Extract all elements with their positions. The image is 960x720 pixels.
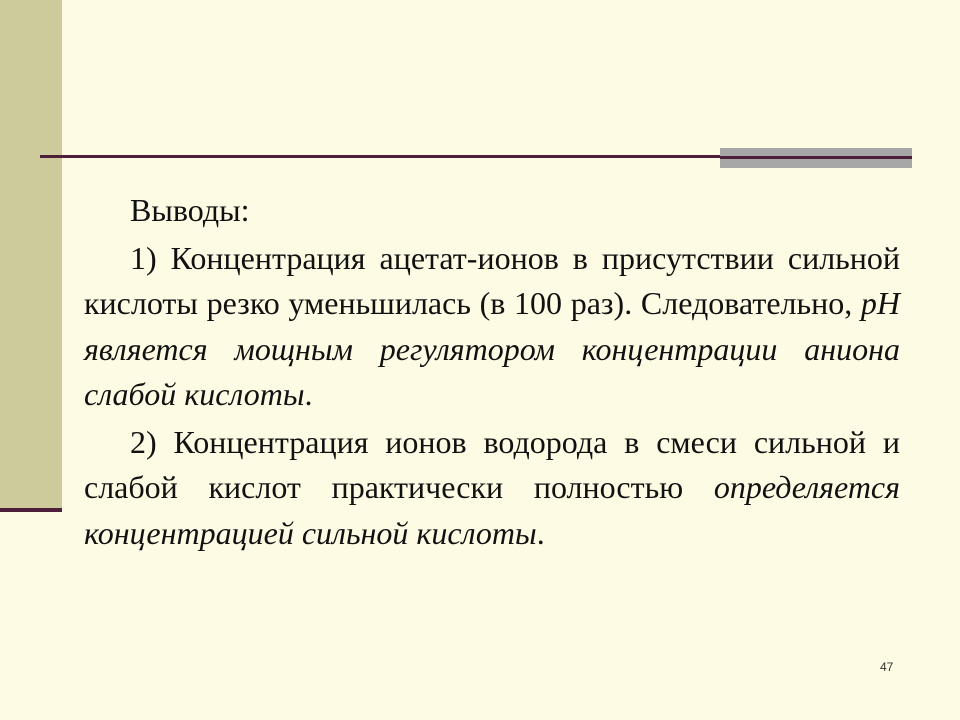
divider-gray-block-line [720,156,912,159]
left-decorative-bar [0,0,62,512]
conclusions-heading: Выводы: [130,192,250,228]
slide-page-number: 47 [880,660,894,674]
paragraph-1-text: 1) Концентрация ацетат-ионов в присутствии сильной кислоты резко уменьшилась (в 100 раз). Следовательно, [84,239,900,321]
paragraph-2-italic: определяется концентрацией сильной кислоты [84,469,900,551]
slide-body [84,188,900,556]
paragraph-2-text: 2) Концентрация ионов водорода в смеси сильной и слабой кислот практически полностью [84,423,900,505]
paragraph-2-end: . [536,514,545,551]
conclusion-paragraph-1 [84,236,900,418]
left-accent-line [0,508,62,512]
paragraph-1-end: . [304,376,313,412]
paragraph-1-italic: pH является мощным регулятором концентрации аниона слабой кислоты [84,285,900,412]
conclusion-paragraph-2 [84,420,900,557]
